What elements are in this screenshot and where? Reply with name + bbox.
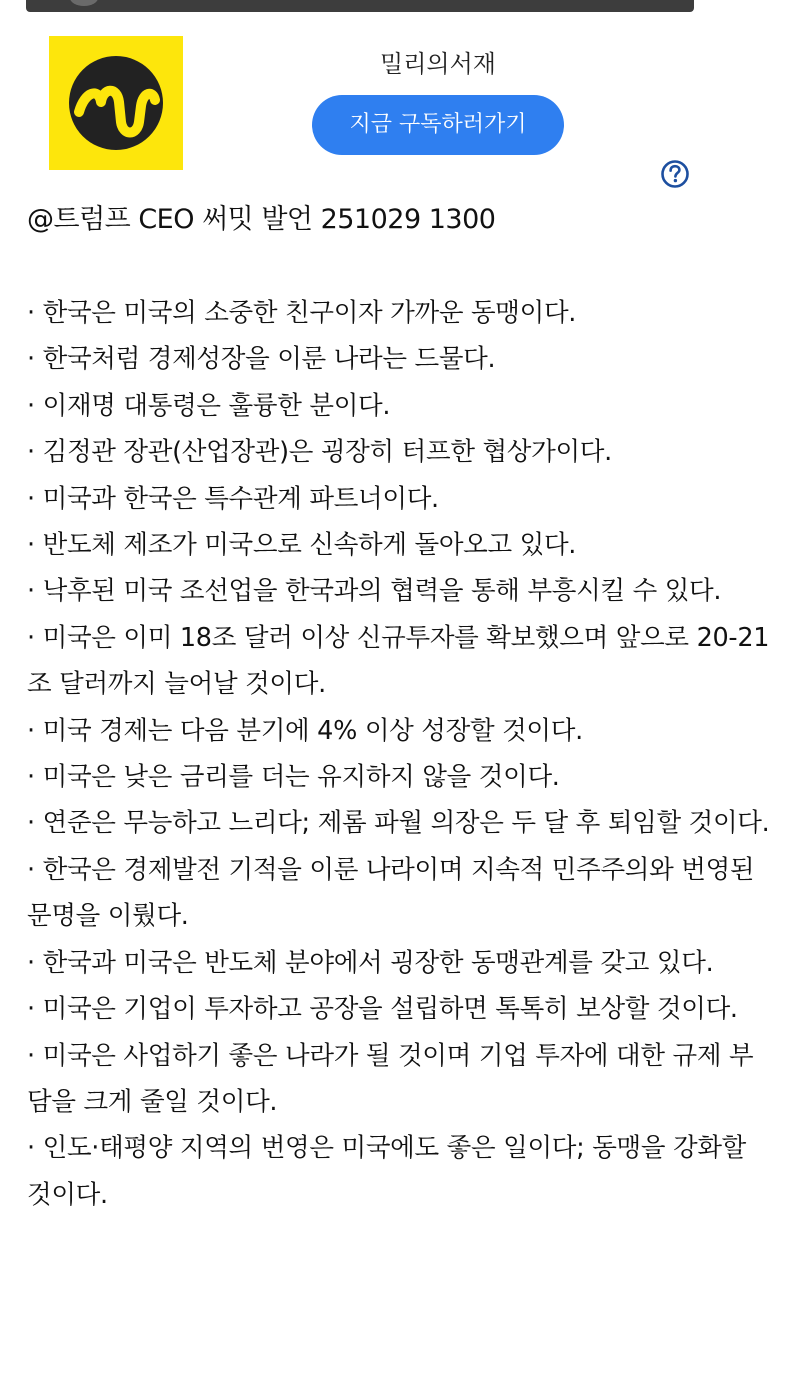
remark-item: · 미국은 기업이 투자하고 공장을 설립하면 톡톡히 보상할 것이다. bbox=[27, 994, 738, 1025]
subscribe-now-button[interactable]: 지금 구독하러가기 bbox=[312, 95, 564, 155]
remarks-list bbox=[27, 290, 777, 1218]
remark-item: · 한국처럼 경제성장을 이룬 나라는 드물다. bbox=[27, 344, 496, 375]
remark-item: · 이재명 대통령은 훌륭한 분이다. bbox=[27, 390, 391, 421]
remark-item: · 김정관 장관(산업장관)은 굉장히 터프한 협상가이다. bbox=[27, 437, 612, 468]
remark-item: · 미국은 사업하기 좋은 나라가 될 것이며 기업 투자에 대한 규제 부담을 크게 줄일 것이다. bbox=[27, 1040, 754, 1117]
remark-item: · 한국은 경제발전 기적을 이룬 나라이며 지속적 민주주의와 번영된 문명을 이뤘다. bbox=[27, 854, 755, 932]
millie-logo-mark bbox=[49, 36, 183, 170]
remark-item: · 미국은 이미 18조 달러 이상 신규투자를 확보했으며 앞으로 20-21조 달러까지 늘어날 것이다. bbox=[27, 622, 770, 700]
remark-item: · 한국과 미국은 반도체 분야에서 굉장한 동맹관계를 갖고 있다. bbox=[27, 947, 714, 978]
remark-item: · 인도·태평양 지역의 번영은 미국에도 좋은 일이다; 동맹을 강화할 것이다. bbox=[27, 1133, 747, 1210]
remark-item: · 한국은 미국의 소중한 친구이자 가까운 동맹이다. bbox=[27, 298, 577, 328]
post-header: @트럼프 CEO 써밋 발언 251029 1300 bbox=[27, 204, 496, 235]
remark-item: · 미국은 낮은 금리를 더는 유지하지 않을 것이다. bbox=[27, 762, 560, 793]
ad-banner[interactable] bbox=[0, 0, 800, 200]
remark-item: · 낙후된 미국 조선업을 한국과의 협력을 통해 부흥시킬 수 있다. bbox=[27, 576, 722, 607]
remark-item: · 미국과 한국은 특수관계 파트너이다. bbox=[27, 483, 439, 514]
remark-item: · 연준은 무능하고 느리다; 제롬 파월 의장은 두 달 후 퇴임할 것이다. bbox=[27, 808, 770, 839]
question-circle-icon[interactable] bbox=[660, 159, 690, 189]
ad-title[interactable]: 밀리의서재 bbox=[380, 50, 496, 78]
millie-logo[interactable] bbox=[49, 36, 183, 170]
remark-item: · 반도체 제조가 미국으로 신속하게 돌아오고 있다. bbox=[27, 530, 577, 561]
remark-item: · 미국 경제는 다음 분기에 4% 이상 성장할 것이다. bbox=[27, 715, 583, 746]
